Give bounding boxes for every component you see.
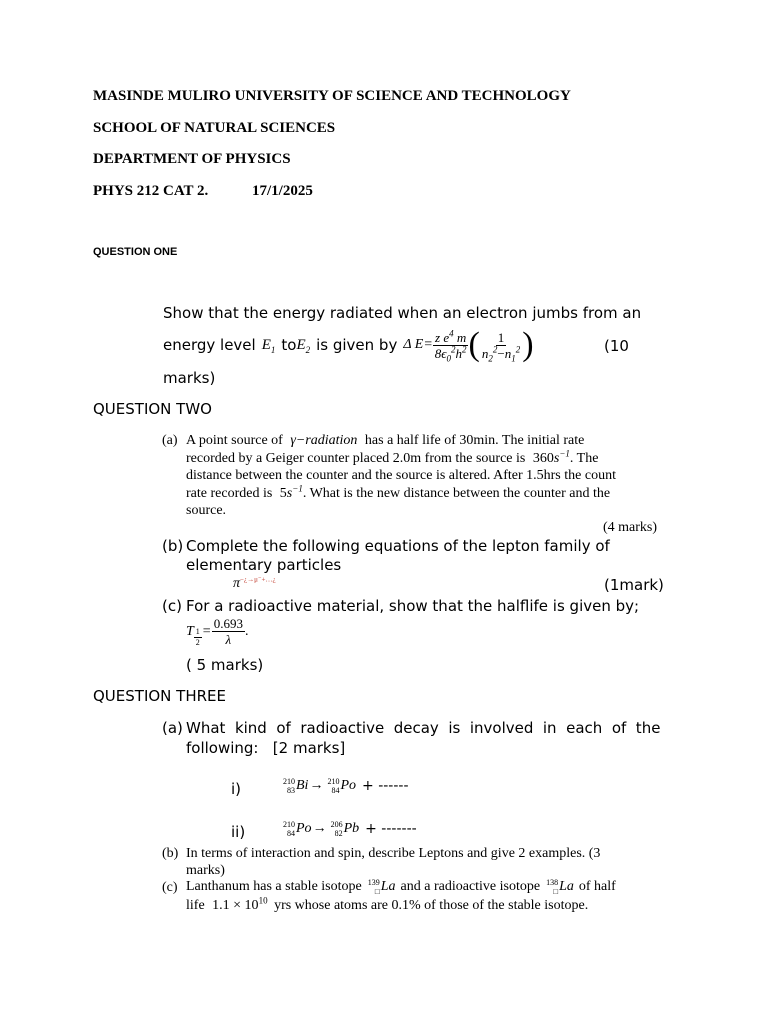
q3-b-line1: In terms of interaction and spin, describe Leptons and give 2 examples. (3 bbox=[186, 846, 601, 861]
q2-c-line1: For a radioactive material, show that the halflife is given by; bbox=[186, 597, 640, 615]
department-name: DEPARTMENT OF PHYSICS bbox=[93, 151, 291, 167]
university-name: MASINDE MULIRO UNIVERSITY OF SCIENCE AND TECHNOLOGY bbox=[93, 88, 571, 104]
q3-a-label: (a) bbox=[162, 719, 183, 737]
q3-b-label: (b) bbox=[162, 846, 179, 861]
q3-ii-label: ii) bbox=[231, 823, 246, 841]
q1-marks-b: marks) bbox=[163, 369, 216, 387]
q3-i-label: i) bbox=[231, 780, 242, 798]
halflife-formula: T $\frac{1}{2}$ = $\frac{0.693}{\lambda}$ . bbox=[186, 616, 249, 647]
right-paren: ) bbox=[522, 326, 534, 363]
half-subscript: $\frac{1}{2}$ bbox=[195, 627, 200, 647]
q2-b-marks: (1mark) bbox=[604, 576, 664, 594]
question-two-title: QUESTION TWO bbox=[93, 400, 212, 418]
question-one-title: QUESTION ONE bbox=[93, 246, 178, 258]
question-three-title: QUESTION THREE bbox=[93, 687, 226, 705]
energy-formula bbox=[403, 328, 533, 362]
q1-line1: Show that the energy radiated when an electron jumbs from an bbox=[163, 304, 642, 322]
q3-a-line2: following: [2 marks] bbox=[186, 739, 346, 757]
q1-line2-a: energy level bbox=[163, 336, 256, 354]
q2-a-line4: rate recorded is $5s^{-1}$. What is the new distance between the counter and the bbox=[186, 483, 611, 501]
rate-final: $5s^{-1}$ bbox=[279, 483, 303, 501]
halflife-fraction: $\frac{0.693}{\lambda}$ bbox=[213, 616, 243, 647]
q2-b-label: (b) bbox=[162, 537, 184, 555]
school-name: SCHOOL OF NATURAL SCIENCES bbox=[93, 120, 336, 136]
course-code: PHYS 212 CAT 2. bbox=[93, 183, 209, 199]
isotope-la-138: 138 □ La bbox=[546, 878, 574, 896]
rate-initial: $360s^{-1}$ bbox=[532, 448, 570, 466]
lepton-equation: $\pi^{-¿\to\mu^-+\dots¿}$ bbox=[233, 575, 276, 591]
q1-e2: $E_2$ bbox=[296, 336, 311, 355]
q2-a-marks: (4 marks) bbox=[603, 520, 658, 535]
formula-inner-fraction: $\frac{1}{n_2^2-n_1^2}$ bbox=[481, 329, 521, 364]
q2-a-line2: recorded by a Geiger counter placed 2.0m from the source is $360s^{-1}$. The bbox=[186, 448, 599, 466]
q1-line2 bbox=[163, 322, 534, 368]
gamma-radiation: γ−radiation bbox=[290, 433, 358, 448]
q3-a-line1: What kind of radioactive decay is involved in each of the bbox=[186, 719, 661, 737]
q3-c-label: (c) bbox=[162, 880, 178, 895]
q2-a-label: (a) bbox=[162, 433, 178, 448]
q2-c-marks: ( 5 marks) bbox=[186, 656, 264, 674]
q3-b-line2: marks) bbox=[186, 863, 225, 878]
decay-equation-i: 210 83 Bi → 210 84 Po + ------ bbox=[283, 777, 409, 795]
exam-date: 17/1/2025 bbox=[252, 183, 313, 199]
q1-e1: $E_1$ bbox=[261, 336, 276, 355]
q3-c-line1: Lanthanum has a stable isotope 139 □ La and a radioactive isotope 138 □ La of half bbox=[186, 878, 616, 896]
isotope-la-139: 139 □ La bbox=[367, 878, 396, 896]
q2-b-line2: elementary particles bbox=[186, 556, 342, 574]
decay-equation-ii: 210 84 Po → 206 82 Pb + ------- bbox=[283, 820, 417, 838]
q2-c-label: (c) bbox=[162, 597, 182, 615]
q1-to: to bbox=[281, 336, 297, 354]
q2-a-line5: source. bbox=[186, 503, 227, 518]
q2-b-line1: Complete the following equations of the lepton family of bbox=[186, 537, 610, 555]
half-life-value: $1.1 \times 10^{10}$ bbox=[212, 895, 268, 913]
formula-main-fraction: $\frac{z e^4 m}{8\epsilon_0^2h^2}$ bbox=[434, 328, 467, 364]
q1-line2-b: is given by bbox=[316, 336, 398, 354]
left-paren: ( bbox=[468, 326, 480, 363]
q2-a-line3: distance between the counter and the source is altered. After 1.5hrs the count bbox=[186, 468, 616, 483]
q3-c-line2: life $1.1 \times 10^{10}$ yrs whose atoms are 0.1% of those of the stable isotope. bbox=[186, 895, 589, 913]
q2-a-line1: A point source of γ−radiation has a half life of 30min. The initial rate bbox=[186, 433, 585, 448]
formula-lhs: Δ E= bbox=[403, 337, 433, 352]
q1-marks-a: (10 bbox=[604, 337, 629, 355]
